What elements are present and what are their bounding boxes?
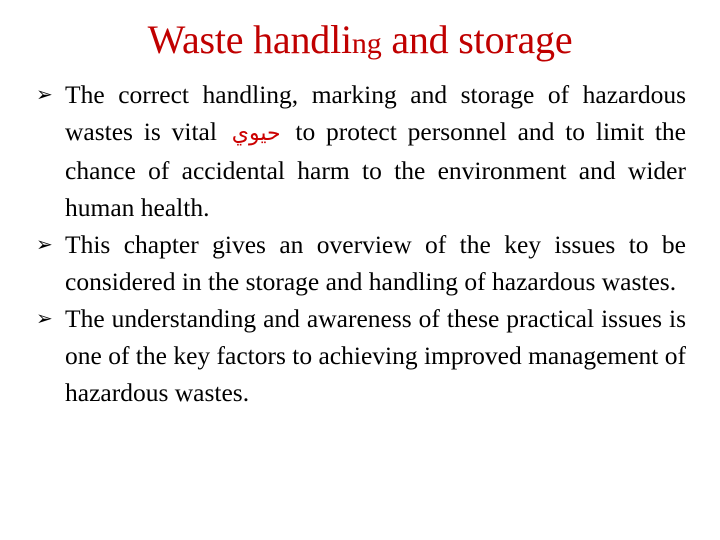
bullet-item xyxy=(34,76,686,226)
arrow-bullet-icon: ➢ xyxy=(36,232,53,256)
arrow-bullet-icon: ➢ xyxy=(36,82,53,106)
arrow-bullet-icon: ➢ xyxy=(36,306,53,330)
slide-title xyxy=(0,14,720,70)
bullet-item xyxy=(34,226,686,300)
title-part-1: Waste handli xyxy=(147,17,352,62)
title-part-3: and storage xyxy=(381,17,573,62)
bullet-list xyxy=(34,76,686,411)
title-part-2: ng xyxy=(351,27,382,60)
arabic-word: حيوي xyxy=(231,121,281,146)
bullet-text: to protect personnel and to limit the chance of accidental harm to the environment and wider human health. xyxy=(65,117,686,222)
bullet-text: The understanding and awareness of these practical issues is one of the key factors to achieving improved management of hazardous wastes. xyxy=(65,304,686,407)
bullet-text: This chapter gives an overview of the key issues to be considered in the storage and handling of hazardous wastes. xyxy=(65,230,686,296)
bullet-item xyxy=(34,300,686,411)
bullet-text: The correct handling, marking and storage of hazardous wastes is vital xyxy=(65,80,686,146)
